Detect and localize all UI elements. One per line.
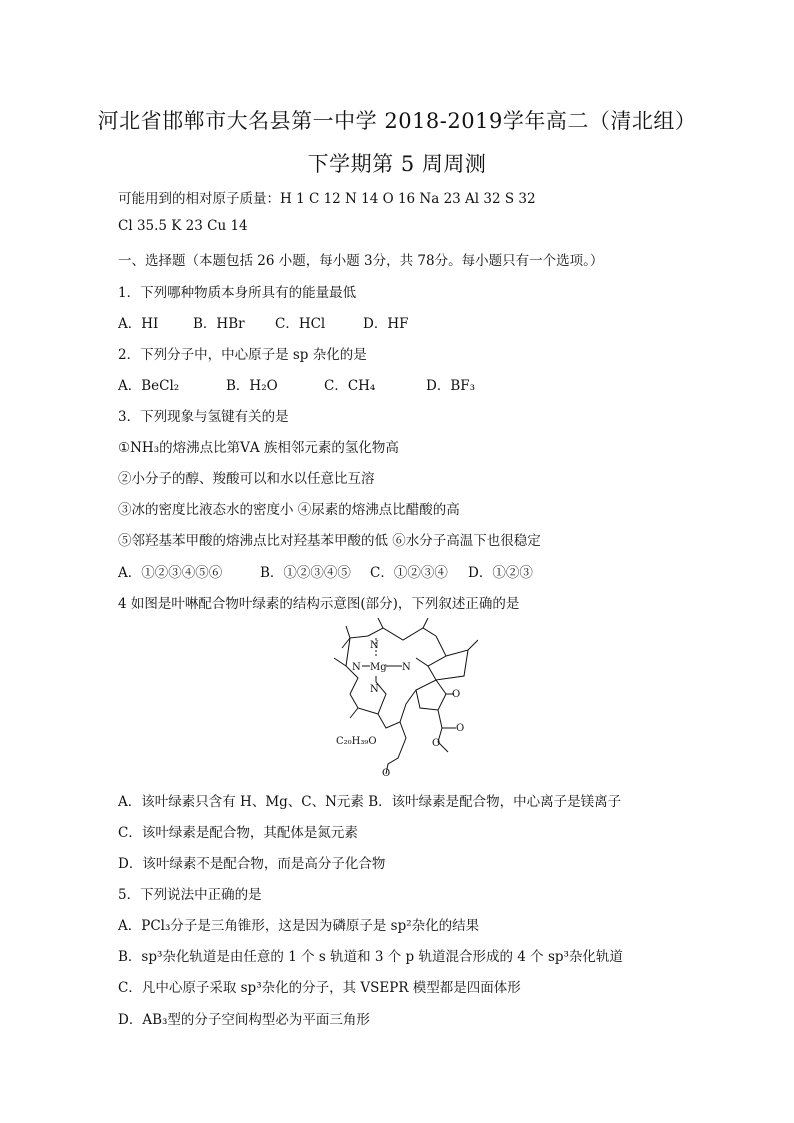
q1-option-d: D．HF [363,316,409,332]
q2-option-a: A．BeCl₂ [118,378,180,394]
q4-option-c: C．该叶绿素是配合物，其配体是氮元素 [118,825,358,841]
exam-title-line1: 河北省邯郸市大名县第一中学 2018-2019学年高二（清北组） [97,109,697,133]
question-2-options [118,374,475,394]
q3-option-a: A．①②③④⑤⑥ [118,565,223,581]
q3-option-b: B．①②③④⑤ [260,565,351,581]
exam-title-line2: 下学期第 5 周周测 [307,152,487,176]
q3-statement-2: ②小分子的醇、羧酸可以和水以任意比互溶 [118,471,375,487]
question-4-stem: 4 如图是叶啉配合物叶绿素的结构示意图(部分)，下列叙述正确的是 [118,596,520,612]
figure-n-right: N [402,662,411,673]
q4-option-a-b: A．该叶绿素只含有 H、Mg、C、N元素 B．该叶绿素是配合物，中心离子是镁离子 [118,794,622,810]
question-2-stem: 2．下列分子中，中心原子是 sp 杂化的是 [118,347,367,363]
q5-option-a: A．PCl₃分子是三角锥形，这是因为磷原子是 sp²杂化的结果 [118,918,480,934]
figure-o-ester-2: O [432,738,441,749]
q3-statement-1: ①NH₃的熔沸点比第ⅤA 族相邻元素的氢化物高 [118,440,399,456]
figure-mg-center: Mg [370,662,387,673]
question-1-options [118,312,408,332]
q4-option-d: D．该叶绿素不是配合物，而是高分子化合物 [118,856,386,872]
q2-option-c: C．CH₄ [324,378,376,394]
q1-option-b: B．HBr [193,316,245,332]
q5-option-c: C．凡中心原子采取 sp³杂化的分子，其 VSEPR 模型都是四面体形 [118,980,521,996]
figure-o-sidechain: O [382,768,391,778]
figure-n-left: N [352,662,361,673]
chlorophyll-structure-diagram [328,618,478,778]
q2-option-d: D．BF₃ [426,378,476,394]
figure-n-bottom: N [370,684,379,695]
atomic-mass-line1: 可能用到的相对原子质量：H 1 C 12 N 14 O 16 Na 23 Al 32 S 32 [118,191,536,207]
q1-option-a: A．HI [118,316,159,332]
q2-option-b: B．H₂O [226,378,278,394]
q5-option-d: D．AB₃型的分子空间构型必为平面三角形 [118,1012,370,1028]
q3-option-c: C．①②③④ [370,565,448,581]
question-3-stem: 3．下列现象与氢键有关的是 [118,409,289,425]
atomic-mass-line2: Cl 35.5 K 23 Cu 14 [118,218,248,234]
figure-o-ketone: O [452,689,461,700]
question-5-stem: 5．下列说法中正确的是 [118,887,262,903]
figure-o-ester-1: O [456,723,465,734]
q1-option-c: C．HCl [275,316,326,332]
q3-statement-3-4: ③冰的密度比液态水的密度小 ④尿素的熔沸点比醋酸的高 [118,502,460,518]
question-1-stem: 1．下列哪种物质本身所具有的能量最低 [118,285,357,301]
section-heading: 一、选择题（本题包括 26 小题，每小题 3分，共 78分。每小题只有一个选项。） [118,253,604,269]
question-3-options [118,561,533,581]
q3-statement-5-6: ⑤邻羟基苯甲酸的熔沸点比对羟基苯甲酸的低 ⑥水分子高温下也很稳定 [118,533,541,549]
q3-option-d: D．①②③ [468,565,533,581]
figure-n-top: N [370,640,379,651]
q5-option-b: B．sp³杂化轨道是由任意的 1 个 s 轨道和 3 个 p 轨道混合形成的 4 个 sp³杂化轨道 [118,949,623,965]
figure-sidechain-label: C₂₀H₃₉O [336,736,377,747]
